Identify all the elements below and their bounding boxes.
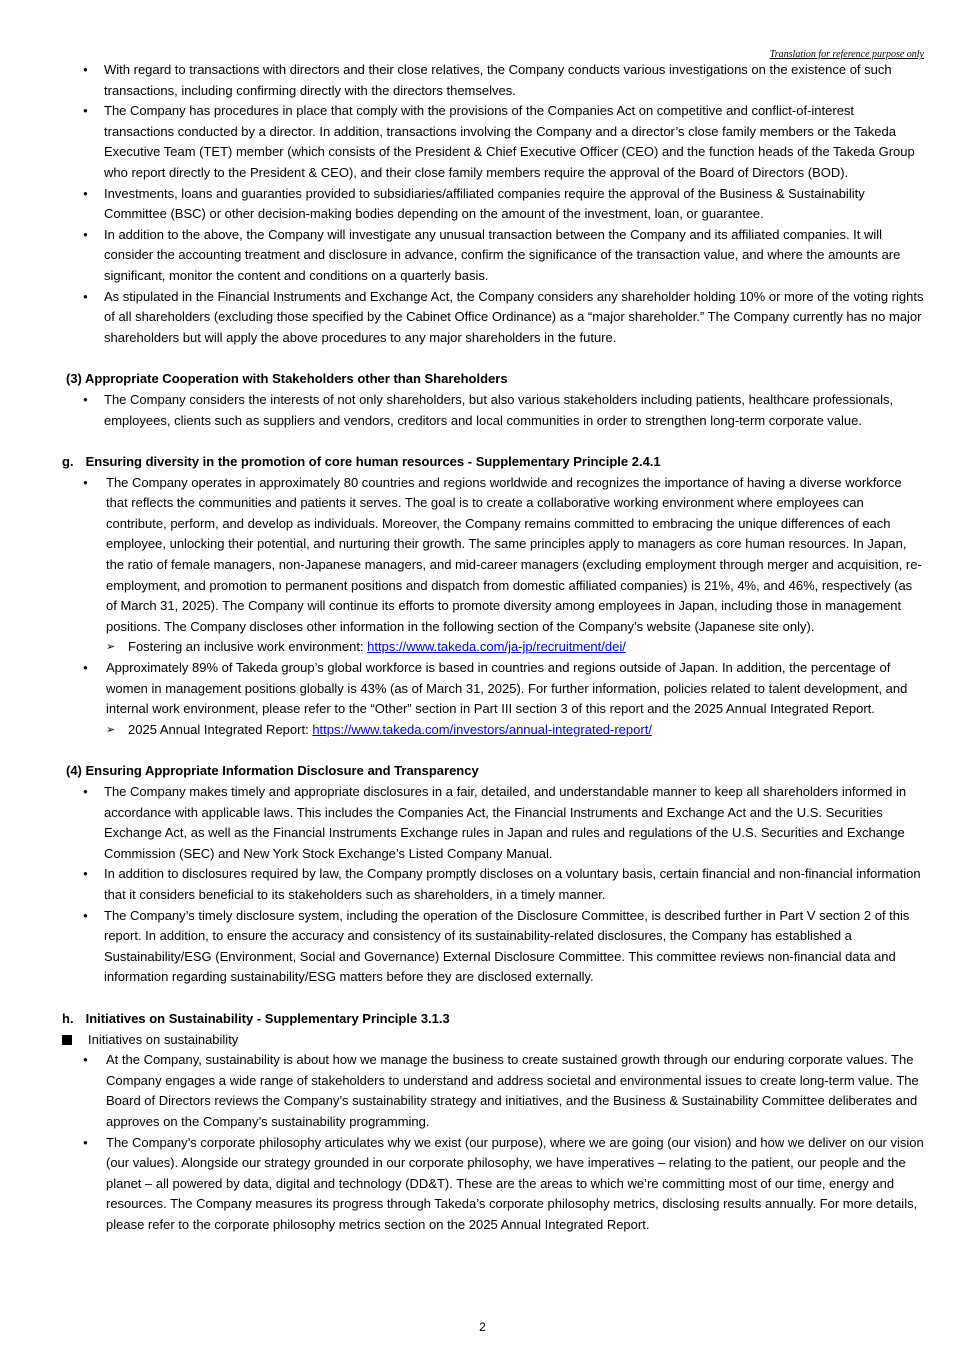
- section-4-heading: (4) Ensuring Appropriate Information Disclosure and Transparency: [66, 763, 479, 779]
- section-h-label: h.: [62, 1010, 74, 1026]
- dei-link-item: [62, 637, 924, 658]
- list-item: ● The Company makes timely and appropriate disclosures in a fair, detailed, and understandable manner to keep all shareholders informed in accordance with applicable laws. This includes the Companies Act, the Financial Instruments and Exchange Act and the U.S. Securities Exchange Act, as well as the Financial Instruments Exchange rules in Japan and rules and regulations of the U.S. Securities and Exchange Commission (SEC) and New York Stock Exchange’s Listed Company Manual.: [62, 782, 924, 864]
- list-item: ● The Company’s corporate philosophy articulates why we exist (our purpose), where we are going (our vision) and how we deliver on our vision (our values). Alongside our strategy grounded in our corporate philosophy, we have imperatives – relating to the patient, our people and the planet – all powered by data, digital and technology (DD&T). These are the areas to which we’re committing most of our time, energy and resources. The Company measures its progress through Takeda’s corporate philosophy metrics, disclosing results annually. For more details, please refer to the corporate philosophy metrics section on the 2025 Annual Integrated Report.: [62, 1133, 924, 1236]
- list-item: ● The Company’s timely disclosure system, including the operation of the Disclosure Committee, is described further in Part V section 2 of this report. In addition, to ensure the accuracy and consistency of its sustainability-related disclosures, the Company has established a Sustainability/ESG (Environment, Social and Governance) External Disclosure Committee. This committee reviews non-financial data and information regarding sustainability/ESG matters before they are disclosed externally.: [62, 906, 924, 988]
- section-h-title: Initiatives on Sustainability - Supplementary Principle 3.1.3: [85, 1010, 450, 1026]
- report-link-item: [62, 720, 924, 741]
- section-h-heading: [62, 1009, 924, 1030]
- dei-link-label: Fostering an inclusive work environment:: [128, 639, 368, 655]
- section-g-label: g.: [62, 454, 74, 470]
- list-item: ● In addition to the above, the Company will investigate any unusual transaction between the Company and its affiliated companies. It will consider the accounting treatment and disclosure in advance, confirm the significance of the transaction value, and where the amounts are significant, monitor the content and conditions on a quarterly basis.: [62, 225, 924, 287]
- list-item: ● The Company has procedures in place that comply with the provisions of the Companies Act on competitive and conflict-of-interest transactions conducted by a director. In addition, transactions involving the Company and a director’s close family members or the Takeda Executive Team (TET) member (which consists of the President & Chief Executive Officer (CEO) and the function heads of the Takeda Group who report directly to the President & CEO), and their close family members require the approval of the Board of Directors (BOD).: [62, 101, 924, 183]
- section-g-heading: [62, 452, 924, 473]
- square-bullet-icon: [62, 1035, 72, 1045]
- list-item: ● In addition to disclosures required by law, the Company promptly discloses on a voluntary basis, certain financial and non-financial information that it considers beneficial to its stakeholders such as shareholders, in a timely manner.: [62, 864, 924, 905]
- section-4-bullets: [62, 782, 924, 988]
- top-bullet-list: [62, 60, 924, 348]
- section-g-title: Ensuring diversity in the promotion of core human resources - Supplementary Principle 2.4.1: [85, 454, 661, 470]
- dei-link[interactable]: https://www.takeda.com/ja-jp/recruitment/dei/: [367, 639, 626, 655]
- subheading-text: Initiatives on sustainability: [88, 1031, 239, 1047]
- report-link-label: 2025 Annual Integrated Report:: [128, 721, 313, 737]
- list-item: ● At the Company, sustainability is about how we manage the business to create sustained growth through our enduring corporate values. The Company engages a wide range of stakeholders to understand and address societal and environmental issues to create long-term value. The Board of Directors reviews the Company’s sustainability strategy and initiatives, and the Business & Sustainability Committee deliberates and approves on the Company’s sustainability programming.: [62, 1050, 924, 1132]
- list-item: ● The Company considers the interests of not only shareholders, but also various stakeholders including patients, healthcare professionals, employees, clients such as suppliers and vendors, creditors and local communities in order to strengthen long-term corporate value.: [62, 390, 924, 431]
- section-3-bullets: [62, 390, 924, 431]
- translation-note: Translation for reference purpose only: [769, 49, 924, 60]
- list-item: ● The Company operates in approximately 80 countries and regions worldwide and recognizes the importance of having a diverse workforce that reflects the communities and patients it serves. The goal is to create a collaborative working environment where employees can contribute, perform, and develop as individuals. Moreover, the Company remains committed to embracing the unique differences of each employee, unlocking their potential, and nurturing their growth. The same principles apply to managers as core human resources. In Japan, the ratio of female managers, non-Japanese managers, and mid-career managers (excluding employment through merger and acquisition, re-employment, and promotion to permanent positions and dispatch from domestic affiliated companies) is 21%, 4%, and 46%, respectively (as of March 31, 2025). The Company will continue its efforts to promote diversity among employees in Japan, including those in management positions. The Company discloses other information in the following section of the Company’s website (Japanese site only).: [62, 473, 924, 638]
- page-number: 2: [479, 1320, 486, 1334]
- arrow-bullet-icon: ➢: [106, 641, 116, 654]
- annual-report-link[interactable]: https://www.takeda.com/investors/annual-integrated-report/: [312, 721, 652, 737]
- sustainability-subheading: [62, 1030, 924, 1051]
- arrow-bullet-icon: ➢: [106, 723, 116, 736]
- section-h-bullets: [62, 1050, 924, 1235]
- section-3-heading: (3) Appropriate Cooperation with Stakeholders other than Shareholders: [66, 371, 508, 387]
- section-g-bullets: [62, 473, 924, 638]
- list-item: ● With regard to transactions with directors and their close relatives, the Company conducts various investigations on the existence of such transactions, including confirming directly with the directors themselves.: [62, 60, 924, 101]
- list-item: ● As stipulated in the Financial Instruments and Exchange Act, the Company considers any shareholder holding 10% or more of the voting rights of all shareholders (excluding those specified by the Cabinet Office Ordinance) as a “major shareholder.” The Company currently has no major shareholders but will apply the above procedures to any major shareholders in the future.: [62, 287, 924, 349]
- list-item: ● Approximately 89% of Takeda group’s global workforce is based in countries and regions outside of Japan. In addition, the percentage of women in management positions globally is 43% (as of March 31, 2025). For further information, policies related to talent development, and internal work environment, please refer to the “Other” section in Part III section 3 of this report and the 2025 Annual Integrated Report.: [62, 658, 924, 720]
- page-content: [62, 60, 924, 1235]
- list-item: ● Investments, loans and guaranties provided to subsidiaries/affiliated companies require the approval of the Business & Sustainability Committee (BSC) or other decision-making bodies depending on the amount of the investment, loan, or guarantee.: [62, 184, 924, 225]
- section-g-bullets-2: [62, 658, 924, 720]
